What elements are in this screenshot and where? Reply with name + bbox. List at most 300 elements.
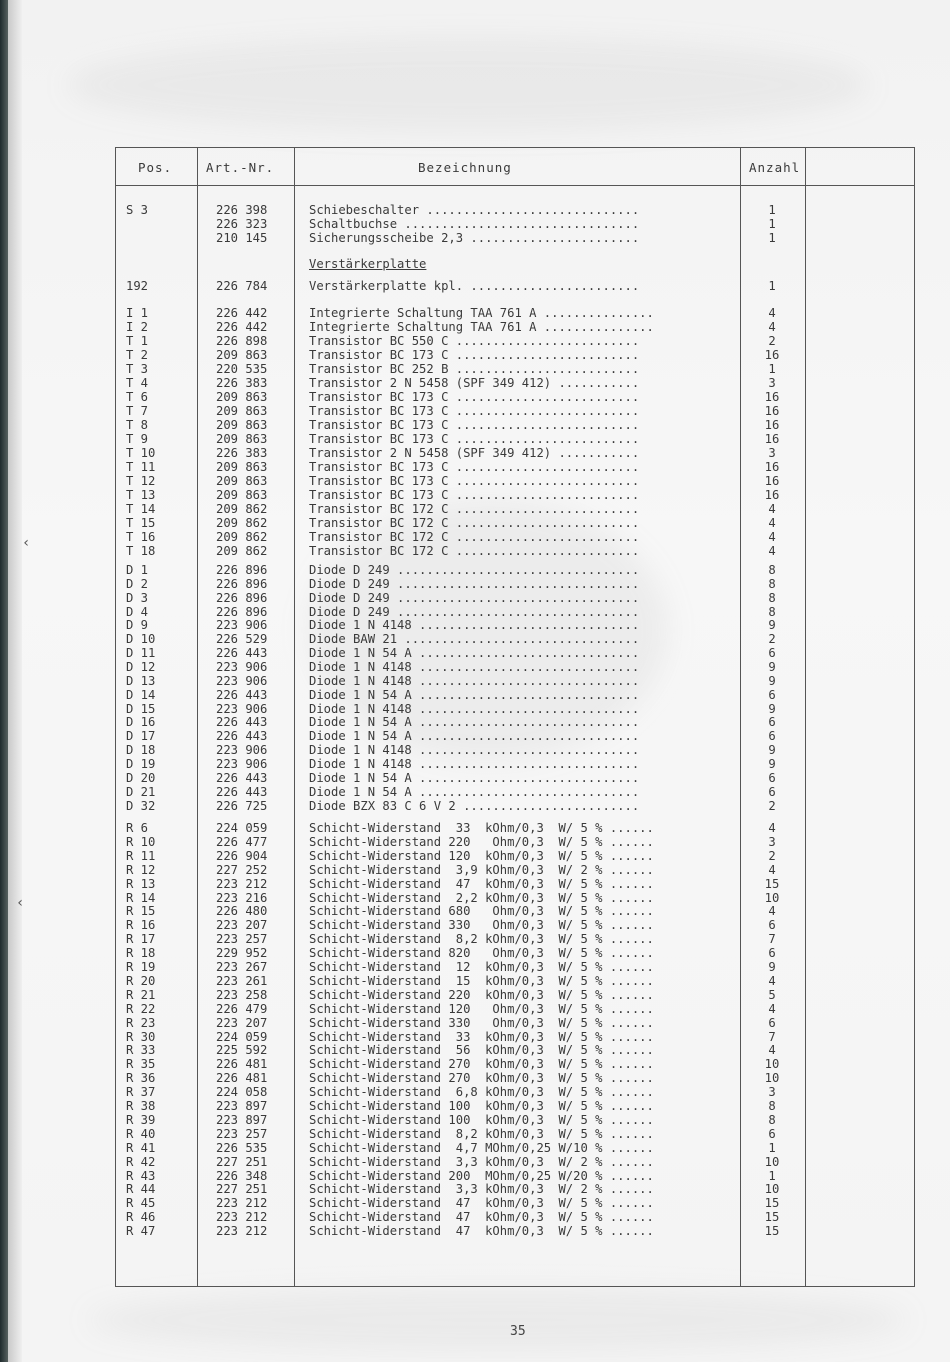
table-row <box>116 821 916 835</box>
table-row <box>116 946 916 960</box>
article-number-cell: 226 725 <box>216 799 268 813</box>
quantity-cell: 6 <box>768 771 776 785</box>
description-cell: Diode 1 N 54 A .............................. <box>309 785 640 799</box>
description-cell: Diode 1 N 54 A .............................. <box>309 646 640 660</box>
quantity-cell: 1 <box>768 362 776 376</box>
description-cell: Transistor BC 173 C ......................... <box>309 404 640 418</box>
position-cell: D 10 <box>126 632 156 646</box>
description-cell: Diode 1 N 54 A .............................. <box>309 729 640 743</box>
table-row <box>116 577 916 591</box>
description-cell: Transistor 2 N 5458 (SPF 349 412) ........... <box>309 446 640 460</box>
quantity-cell: 1 <box>768 217 776 231</box>
quantity-cell: 9 <box>768 743 776 757</box>
quantity-cell: 15 <box>764 877 780 891</box>
table-row <box>116 646 916 660</box>
position-cell: 192 <box>126 279 149 293</box>
description-cell: Transistor BC 173 C ......................... <box>309 432 640 446</box>
position-cell: D 16 <box>126 715 156 729</box>
description-cell: Sicherungsscheibe 2,3 ....................... <box>309 231 640 245</box>
description-cell: Diode 1 N 4148 .............................. <box>309 618 640 632</box>
position-cell: D 14 <box>126 688 156 702</box>
description-cell: Diode D 249 ................................. <box>309 577 640 591</box>
table-row <box>116 1099 916 1113</box>
position-cell: R 22 <box>126 1002 156 1016</box>
position-cell: T 16 <box>126 530 156 544</box>
description-cell: Schicht-Widerstand 120 Ohm/0,3 W/ 5 % ...... <box>309 1002 654 1016</box>
table-row <box>116 257 916 271</box>
position-cell: T 11 <box>126 460 156 474</box>
description-cell: Transistor 2 N 5458 (SPF 349 412) ........... <box>309 376 640 390</box>
article-number-cell: 226 348 <box>216 1169 268 1183</box>
quantity-cell: 15 <box>764 1196 780 1210</box>
description-cell: Schicht-Widerstand 56 kOhm/0,3 W/ 5 % ...... <box>309 1043 654 1057</box>
quantity-cell: 5 <box>768 988 776 1002</box>
description-cell: Schaltbuchse ................................ <box>309 217 640 231</box>
quantity-cell: 6 <box>768 715 776 729</box>
article-number-cell: 226 481 <box>216 1071 268 1085</box>
parts-table <box>115 147 915 1287</box>
article-number-cell: 209 863 <box>216 474 268 488</box>
article-number-cell: 220 535 <box>216 362 268 376</box>
article-number-cell: 209 862 <box>216 544 268 558</box>
description-cell: Schicht-Widerstand 820 Ohm/0,3 W/ 5 % ...... <box>309 946 654 960</box>
article-number-cell: 223 216 <box>216 891 268 905</box>
position-cell: D 18 <box>126 743 156 757</box>
description-cell: Schicht-Widerstand 270 kOhm/0,3 W/ 5 % ...... <box>309 1057 654 1071</box>
article-number-cell: 226 442 <box>216 306 268 320</box>
position-cell: R 14 <box>126 891 156 905</box>
quantity-cell: 1 <box>768 203 776 217</box>
table-row <box>116 960 916 974</box>
table-row <box>116 1043 916 1057</box>
quantity-cell: 4 <box>768 1043 776 1057</box>
table-row <box>116 1085 916 1099</box>
position-cell: R 17 <box>126 932 156 946</box>
table-row <box>116 785 916 799</box>
quantity-cell: 15 <box>764 1210 780 1224</box>
quantity-cell: 4 <box>768 544 776 558</box>
description-cell: Schicht-Widerstand 6,8 kOhm/0,3 W/ 5 % ...... <box>309 1085 654 1099</box>
quantity-cell: 8 <box>768 1099 776 1113</box>
quantity-cell: 16 <box>764 488 780 502</box>
description-cell: Transistor BC 172 C ......................... <box>309 530 640 544</box>
position-cell: T 4 <box>126 376 149 390</box>
description-cell: Schicht-Widerstand 330 Ohm/0,3 W/ 5 % ...... <box>309 1016 654 1030</box>
quantity-cell: 9 <box>768 702 776 716</box>
quantity-cell: 4 <box>768 974 776 988</box>
position-cell: R 11 <box>126 849 156 863</box>
article-number-cell: 223 207 <box>216 1016 268 1030</box>
quantity-cell: 9 <box>768 674 776 688</box>
table-row <box>116 1224 916 1238</box>
article-number-cell: 226 481 <box>216 1057 268 1071</box>
quantity-cell: 16 <box>764 432 780 446</box>
quantity-cell: 6 <box>768 1016 776 1030</box>
table-row <box>116 418 916 432</box>
description-cell: Schicht-Widerstand 47 kOhm/0,3 W/ 5 % ...... <box>309 1224 654 1238</box>
quantity-cell: 7 <box>768 932 776 946</box>
description-cell: Diode 1 N 4148 .............................. <box>309 757 640 771</box>
position-cell: T 2 <box>126 348 149 362</box>
description-cell: Transistor BC 173 C ......................... <box>309 348 640 362</box>
table-row <box>116 320 916 334</box>
position-cell: R 36 <box>126 1071 156 1085</box>
position-cell: T 3 <box>126 362 149 376</box>
position-cell: R 38 <box>126 1099 156 1113</box>
article-number-cell: 209 863 <box>216 488 268 502</box>
description-cell: Schiebeschalter ............................. <box>309 203 640 217</box>
table-row <box>116 1071 916 1085</box>
position-cell: T 18 <box>126 544 156 558</box>
quantity-cell: 9 <box>768 618 776 632</box>
quantity-cell: 2 <box>768 849 776 863</box>
article-number-cell: 210 145 <box>216 231 268 245</box>
table-row <box>116 618 916 632</box>
table-row <box>116 334 916 348</box>
quantity-cell: 2 <box>768 334 776 348</box>
description-cell: Diode 1 N 54 A .............................. <box>309 715 640 729</box>
quantity-cell: 4 <box>768 821 776 835</box>
quantity-cell: 8 <box>768 577 776 591</box>
table-row <box>116 488 916 502</box>
description-cell: Schicht-Widerstand 15 kOhm/0,3 W/ 5 % ...... <box>309 974 654 988</box>
article-number-cell: 226 443 <box>216 771 268 785</box>
table-row <box>116 1210 916 1224</box>
description-cell: Schicht-Widerstand 100 kOhm/0,3 W/ 5 % ...... <box>309 1113 654 1127</box>
quantity-cell: 4 <box>768 320 776 334</box>
article-number-cell: 226 896 <box>216 577 268 591</box>
table-row <box>116 1182 916 1196</box>
table-row <box>116 279 916 293</box>
article-number-cell: 224 059 <box>216 1030 268 1044</box>
position-cell: R 45 <box>126 1196 156 1210</box>
quantity-cell: 4 <box>768 863 776 877</box>
table-row <box>116 516 916 530</box>
table-row <box>116 1002 916 1016</box>
quantity-cell: 16 <box>764 390 780 404</box>
description-cell: Diode D 249 ................................. <box>309 591 640 605</box>
position-cell: R 16 <box>126 918 156 932</box>
description-cell: Schicht-Widerstand 8,2 kOhm/0,3 W/ 5 % ...... <box>309 1127 654 1141</box>
article-number-cell: 226 896 <box>216 591 268 605</box>
position-cell: R 41 <box>126 1141 156 1155</box>
article-number-cell: 226 383 <box>216 446 268 460</box>
table-row <box>116 660 916 674</box>
description-cell: Schicht-Widerstand 3,3 kOhm/0,3 W/ 2 % ...... <box>309 1155 654 1169</box>
description-cell: Transistor BC 172 C ......................... <box>309 502 640 516</box>
position-cell: D 3 <box>126 591 149 605</box>
section-heading: Verstärkerplatte <box>309 257 427 271</box>
article-number-cell: 209 863 <box>216 432 268 446</box>
description-cell: Schicht-Widerstand 200 MOhm/0,25 W/20 % ...... <box>309 1169 654 1183</box>
table-row <box>116 702 916 716</box>
quantity-cell: 8 <box>768 605 776 619</box>
article-number-cell: 223 897 <box>216 1099 268 1113</box>
description-cell: Schicht-Widerstand 47 kOhm/0,3 W/ 5 % ...... <box>309 1196 654 1210</box>
article-number-cell: 226 896 <box>216 605 268 619</box>
position-cell: R 46 <box>126 1210 156 1224</box>
article-number-cell: 227 252 <box>216 863 268 877</box>
description-cell: Integrierte Schaltung TAA 761 A ............... <box>309 306 654 320</box>
quantity-cell: 10 <box>764 1182 780 1196</box>
article-number-cell: 227 251 <box>216 1155 268 1169</box>
position-cell: D 32 <box>126 799 156 813</box>
position-cell: R 19 <box>126 960 156 974</box>
quantity-cell: 4 <box>768 306 776 320</box>
description-cell: Schicht-Widerstand 3,9 kOhm/0,3 W/ 2 % ...... <box>309 863 654 877</box>
table-row <box>116 632 916 646</box>
quantity-cell: 10 <box>764 1155 780 1169</box>
quantity-cell: 9 <box>768 660 776 674</box>
table-row <box>116 1057 916 1071</box>
table-row <box>116 863 916 877</box>
description-cell: Schicht-Widerstand 220 kOhm/0,3 W/ 5 % ...... <box>309 988 654 1002</box>
table-row <box>116 544 916 558</box>
position-cell: R 33 <box>126 1043 156 1057</box>
quantity-cell: 6 <box>768 918 776 932</box>
table-row <box>116 530 916 544</box>
quantity-cell: 3 <box>768 376 776 390</box>
description-cell: Transistor BC 252 B ......................... <box>309 362 640 376</box>
article-number-cell: 223 258 <box>216 988 268 1002</box>
table-row <box>116 404 916 418</box>
article-number-cell: 226 896 <box>216 563 268 577</box>
article-number-cell: 229 952 <box>216 946 268 960</box>
position-cell: D 21 <box>126 785 156 799</box>
article-number-cell: 225 592 <box>216 1043 268 1057</box>
quantity-cell: 16 <box>764 418 780 432</box>
position-cell: R 35 <box>126 1057 156 1071</box>
article-number-cell: 223 906 <box>216 660 268 674</box>
description-cell: Transistor BC 173 C ......................... <box>309 418 640 432</box>
description-cell: Schicht-Widerstand 100 kOhm/0,3 W/ 5 % ...... <box>309 1099 654 1113</box>
table-row <box>116 502 916 516</box>
article-number-cell: 223 906 <box>216 743 268 757</box>
description-cell: Schicht-Widerstand 2,2 kOhm/0,3 W/ 5 % ...... <box>309 891 654 905</box>
description-cell: Schicht-Widerstand 47 kOhm/0,3 W/ 5 % ...... <box>309 1210 654 1224</box>
table-row <box>116 446 916 460</box>
table-row <box>116 231 916 245</box>
position-cell: S 3 <box>126 203 149 217</box>
article-number-cell: 226 443 <box>216 715 268 729</box>
article-number-cell: 226 443 <box>216 646 268 660</box>
table-row <box>116 432 916 446</box>
description-cell: Diode 1 N 54 A .............................. <box>309 688 640 702</box>
table-row <box>116 688 916 702</box>
table-row <box>116 877 916 891</box>
position-cell: I 2 <box>126 320 149 334</box>
position-cell: R 40 <box>126 1127 156 1141</box>
article-number-cell: 223 261 <box>216 974 268 988</box>
article-number-cell: 226 443 <box>216 785 268 799</box>
table-row <box>116 757 916 771</box>
position-cell: T 14 <box>126 502 156 516</box>
article-number-cell: 223 207 <box>216 918 268 932</box>
quantity-cell: 4 <box>768 530 776 544</box>
table-row <box>116 1016 916 1030</box>
quantity-cell: 3 <box>768 1085 776 1099</box>
table-row <box>116 348 916 362</box>
position-cell: D 20 <box>126 771 156 785</box>
description-cell: Schicht-Widerstand 270 kOhm/0,3 W/ 5 % ...... <box>309 1071 654 1085</box>
header-art-nr: Art.-Nr. <box>206 160 275 175</box>
quantity-cell: 1 <box>768 231 776 245</box>
description-cell: Transistor BC 172 C ......................... <box>309 544 640 558</box>
header-divider <box>116 185 914 186</box>
article-number-cell: 223 257 <box>216 932 268 946</box>
description-cell: Diode 1 N 4148 .............................. <box>309 702 640 716</box>
article-number-cell: 226 784 <box>216 279 268 293</box>
description-cell: Verstärkerplatte kpl. ....................... <box>309 279 640 293</box>
quantity-cell: 16 <box>764 404 780 418</box>
description-cell: Schicht-Widerstand 4,7 MOhm/0,25 W/10 % ...... <box>309 1141 654 1155</box>
table-row <box>116 474 916 488</box>
quantity-cell: 4 <box>768 502 776 516</box>
table-row <box>116 904 916 918</box>
table-row <box>116 1113 916 1127</box>
article-number-cell: 224 058 <box>216 1085 268 1099</box>
description-cell: Diode 1 N 4148 .............................. <box>309 660 640 674</box>
position-cell: D 11 <box>126 646 156 660</box>
quantity-cell: 6 <box>768 1127 776 1141</box>
page-edge <box>8 0 25 1362</box>
table-row <box>116 1169 916 1183</box>
description-cell: Schicht-Widerstand 12 kOhm/0,3 W/ 5 % ...... <box>309 960 654 974</box>
quantity-cell: 4 <box>768 516 776 530</box>
quantity-cell: 1 <box>768 1169 776 1183</box>
table-row <box>116 743 916 757</box>
binding-spine <box>0 0 8 1362</box>
table-row <box>116 835 916 849</box>
article-number-cell: 226 898 <box>216 334 268 348</box>
position-cell: D 13 <box>126 674 156 688</box>
table-row <box>116 891 916 905</box>
quantity-cell: 9 <box>768 757 776 771</box>
article-number-cell: 209 863 <box>216 418 268 432</box>
article-number-cell: 223 212 <box>216 1210 268 1224</box>
article-number-cell: 223 212 <box>216 1196 268 1210</box>
quantity-cell: 15 <box>764 1224 780 1238</box>
description-cell: Schicht-Widerstand 33 kOhm/0,3 W/ 5 % ...... <box>309 821 654 835</box>
table-row <box>116 605 916 619</box>
article-number-cell: 226 529 <box>216 632 268 646</box>
article-number-cell: 209 863 <box>216 404 268 418</box>
description-cell: Integrierte Schaltung TAA 761 A ............... <box>309 320 654 334</box>
position-cell: R 18 <box>126 946 156 960</box>
article-number-cell: 209 862 <box>216 516 268 530</box>
description-cell: Transistor BC 173 C ......................... <box>309 474 640 488</box>
description-cell: Schicht-Widerstand 47 kOhm/0,3 W/ 5 % ...... <box>309 877 654 891</box>
article-number-cell: 223 212 <box>216 877 268 891</box>
header-pos: Pos. <box>138 160 173 175</box>
table-row <box>116 460 916 474</box>
position-cell: R 37 <box>126 1085 156 1099</box>
article-number-cell: 226 443 <box>216 729 268 743</box>
position-cell: D 15 <box>126 702 156 716</box>
table-row <box>116 591 916 605</box>
description-cell: Diode BZX 83 C 6 V 2 ........................ <box>309 799 640 813</box>
quantity-cell: 2 <box>768 799 776 813</box>
description-cell: Diode D 249 ................................. <box>309 563 640 577</box>
position-cell: T 9 <box>126 432 149 446</box>
table-row <box>116 729 916 743</box>
quantity-cell: 1 <box>768 1141 776 1155</box>
position-cell: D 2 <box>126 577 149 591</box>
quantity-cell: 4 <box>768 904 776 918</box>
quantity-cell: 7 <box>768 1030 776 1044</box>
article-number-cell: 226 443 <box>216 688 268 702</box>
article-number-cell: 223 212 <box>216 1224 268 1238</box>
position-cell: T 10 <box>126 446 156 460</box>
description-cell: Transistor BC 550 C ......................... <box>309 334 640 348</box>
position-cell: T 13 <box>126 488 156 502</box>
quantity-cell: 6 <box>768 946 776 960</box>
article-number-cell: 223 257 <box>216 1127 268 1141</box>
table-row <box>116 390 916 404</box>
position-cell: T 7 <box>126 404 149 418</box>
position-cell: D 1 <box>126 563 149 577</box>
table-row <box>116 799 916 813</box>
description-cell: Diode D 249 ................................. <box>309 605 640 619</box>
article-number-cell: 223 906 <box>216 674 268 688</box>
table-row <box>116 918 916 932</box>
article-number-cell: 209 862 <box>216 502 268 516</box>
description-cell: Schicht-Widerstand 33 kOhm/0,3 W/ 5 % ...... <box>309 1030 654 1044</box>
header-bezeichnung: Bezeichnung <box>418 160 512 175</box>
table-row <box>116 849 916 863</box>
article-number-cell: 223 906 <box>216 757 268 771</box>
article-number-cell: 226 479 <box>216 1002 268 1016</box>
position-cell: T 12 <box>126 474 156 488</box>
table-row <box>116 1127 916 1141</box>
article-number-cell: 226 480 <box>216 904 268 918</box>
position-cell: T 15 <box>126 516 156 530</box>
description-cell: Schicht-Widerstand 330 Ohm/0,3 W/ 5 % ...... <box>309 918 654 932</box>
position-cell: D 9 <box>126 618 149 632</box>
table-row <box>116 988 916 1002</box>
table-row <box>116 771 916 785</box>
table-row <box>116 1196 916 1210</box>
position-cell: R 15 <box>126 904 156 918</box>
article-number-cell: 223 906 <box>216 618 268 632</box>
quantity-cell: 3 <box>768 835 776 849</box>
article-number-cell: 223 906 <box>216 702 268 716</box>
table-row <box>116 674 916 688</box>
article-number-cell: 224 059 <box>216 821 268 835</box>
position-cell: D 4 <box>126 605 149 619</box>
quantity-cell: 8 <box>768 563 776 577</box>
description-cell: Transistor BC 173 C ......................... <box>309 390 640 404</box>
position-cell: R 21 <box>126 988 156 1002</box>
position-cell: R 20 <box>126 974 156 988</box>
description-cell: Transistor BC 173 C ......................... <box>309 488 640 502</box>
quantity-cell: 10 <box>764 891 780 905</box>
table-row <box>116 203 916 217</box>
article-number-cell: 209 863 <box>216 348 268 362</box>
quantity-cell: 6 <box>768 646 776 660</box>
position-cell: T 6 <box>126 390 149 404</box>
quantity-cell: 16 <box>764 348 780 362</box>
position-cell: D 19 <box>126 757 156 771</box>
description-cell: Schicht-Widerstand 120 kOhm/0,3 W/ 5 % ...... <box>309 849 654 863</box>
position-cell: R 42 <box>126 1155 156 1169</box>
table-row <box>116 217 916 231</box>
position-cell: R 6 <box>126 821 149 835</box>
position-cell: R 13 <box>126 877 156 891</box>
page-number: 35 <box>510 1324 526 1339</box>
table-row <box>116 715 916 729</box>
quantity-cell: 6 <box>768 729 776 743</box>
